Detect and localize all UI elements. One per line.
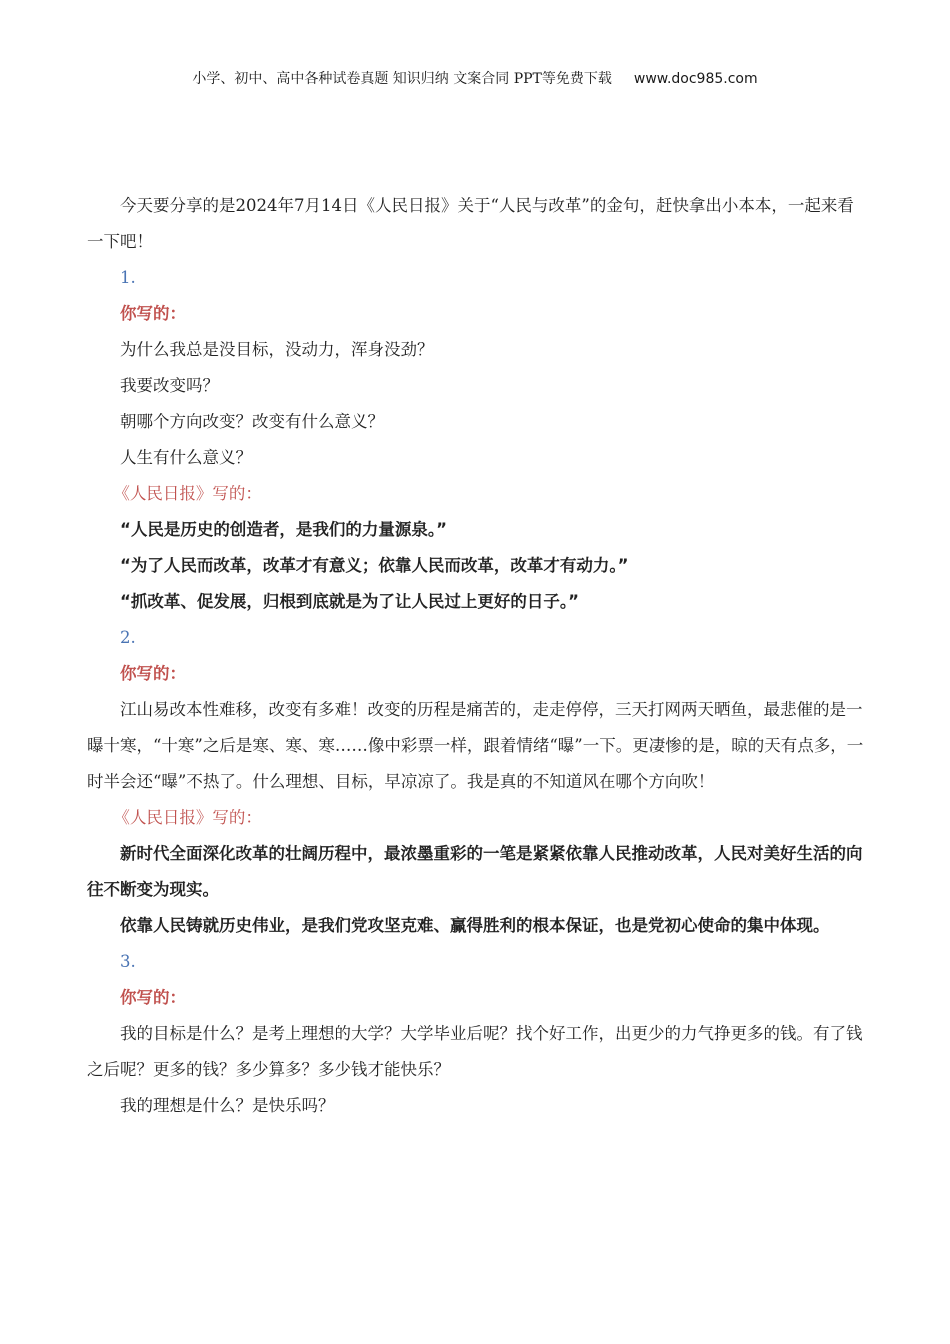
section-number-2: 2. [120, 628, 136, 647]
section-number-3: 3. [120, 952, 136, 971]
rmrb-quote: “人民是历史的创造者，是我们的力量源泉。” [120, 520, 447, 539]
you-wrote-label-2: 你写的： [120, 664, 186, 683]
section-number-1: 1. [120, 268, 136, 287]
rmrb-wrote-label-2: 《人民日报》写的： [113, 808, 262, 827]
you-line: 人生有什么意义？ [120, 448, 252, 467]
rmrb-paragraph: 依靠人民铸就历史伟业，是我们党攻坚克难、赢得胜利的根本保证，也是党初心使命的集中体现。 [120, 916, 830, 935]
intro-paragraph: 今天要分享的是2024年7月14日《人民日报》关于“人民与改革”的金句，赶快拿出小本本，一起来看一下吧！ [87, 196, 854, 251]
you-wrote-label-1: 你写的： [120, 304, 186, 323]
header-site-link[interactable]: www.doc985.com [633, 71, 758, 87]
rmrb-wrote-label-1: 《人民日报》写的： [113, 484, 262, 503]
you-line: 为什么我总是没目标，没动力，浑身没劲？ [120, 340, 434, 359]
header-text: 小学、初中、高中各种试卷真题 知识归纳 文案合同 PPT等免费下载 [192, 71, 612, 87]
article-body [87, 188, 867, 1124]
rmrb-quote: “为了人民而改革，改革才有意义；依靠人民而改革，改革才有动力。” [120, 556, 629, 575]
rmrb-paragraph: 新时代全面深化改革的壮阔历程中，最浓墨重彩的一笔是紧紧依靠人民推动改革，人民对美好生活的向往不断变为现实。 [87, 844, 863, 899]
you-line: 朝哪个方向改变？改变有什么意义？ [120, 412, 384, 431]
you-paragraph: 我的目标是什么？是考上理想的大学？大学毕业后呢？找个好工作，出更少的力气挣更多的钱。有了钱之后呢？更多的钱？多少算多？多少钱才能快乐？ [87, 1024, 863, 1079]
you-paragraph: 我的理想是什么？是快乐吗？ [120, 1096, 335, 1115]
you-wrote-label-3: 你写的： [120, 988, 186, 1007]
you-line: 我要改变吗？ [120, 376, 219, 395]
you-paragraph: 江山易改本性难移，改变有多难！改变的历程是痛苦的，走走停停，三天打网两天晒鱼，最悲催的是一曝十寒，“十寒”之后是寒、寒、寒……像中彩票一样，跟着情绪“曝”一下。更凄惨的是，晾的天有点多，一时半会还“曝”不热了。什么理想、目标，早凉凉了。我是真的不知道风在哪个方向吹！ [87, 700, 864, 791]
rmrb-quote: “抓改革、促发展，归根到底就是为了让人民过上更好的日子。” [120, 592, 579, 611]
page-header [0, 68, 950, 88]
